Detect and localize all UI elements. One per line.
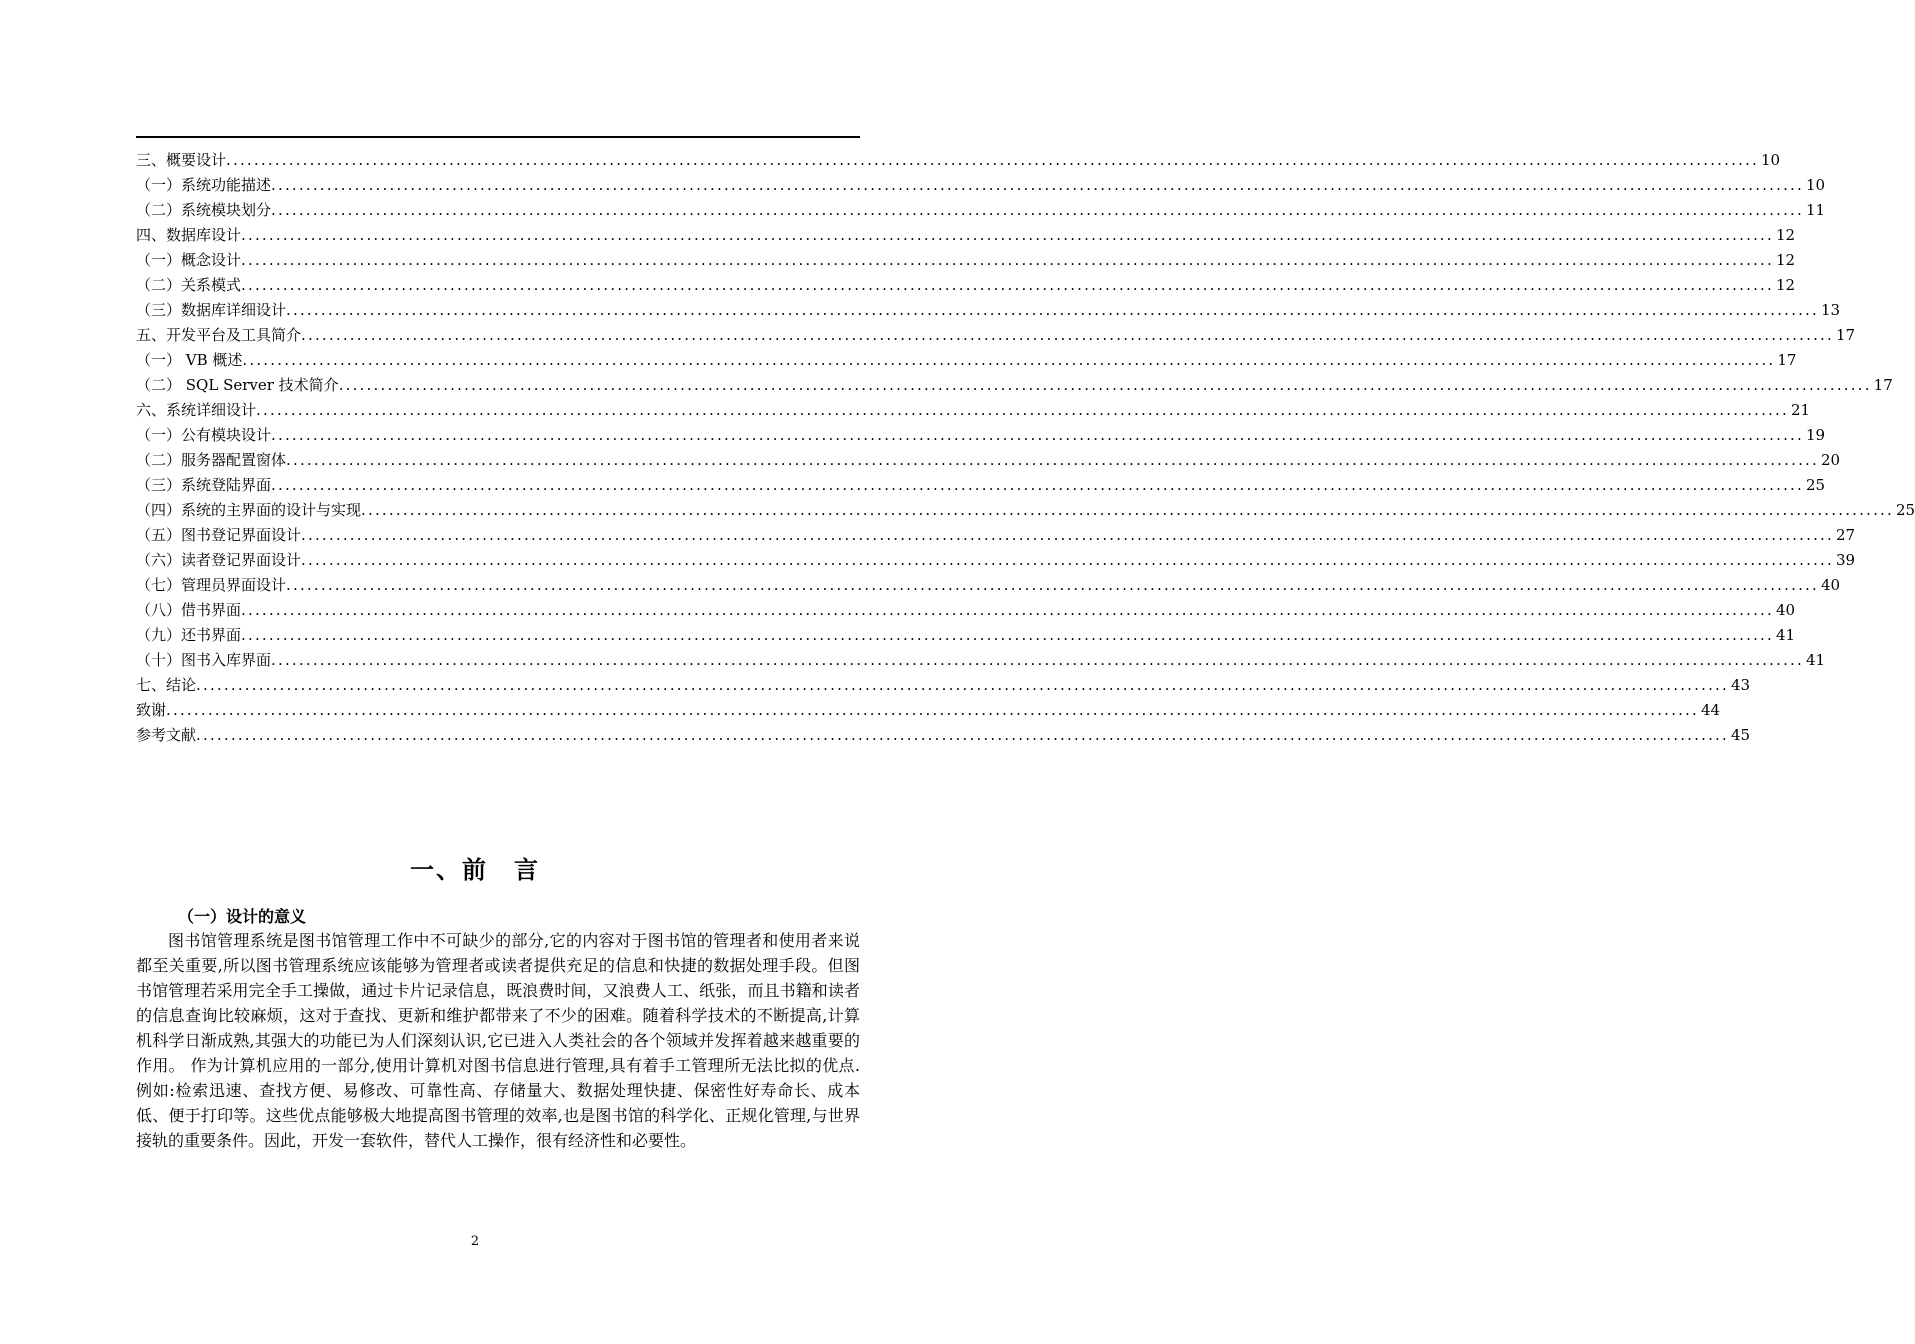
toc-entry-page: 11	[1806, 201, 1826, 219]
toc-entry-page: 39	[1836, 551, 1856, 569]
toc-entry-page: 12	[1776, 251, 1796, 269]
toc-entry[interactable]	[136, 723, 1751, 748]
toc-leader-dots: ............................................................................................................................................................................................................................	[271, 476, 1804, 494]
toc-entry[interactable]	[136, 248, 1796, 273]
toc-leader-dots: ............................................................................................................................................................................................................................	[286, 576, 1819, 594]
toc-entry-title: （十）图书入库界面	[136, 651, 272, 669]
toc-entry-title: （五）图书登记界面设计	[136, 526, 302, 544]
toc-leader-dots: ............................................................................................................................................................................................................................	[301, 526, 1834, 544]
toc-leader-dots: ............................................................................................................................................................................................................................	[256, 401, 1789, 419]
section-title: 一、前 言	[410, 855, 540, 884]
toc-entry[interactable]	[136, 273, 1796, 298]
toc-entry-title: （一）概念设计	[136, 251, 242, 269]
toc-entry[interactable]	[136, 148, 1781, 173]
toc-leader-dots: ............................................................................................................................................................................................................................	[241, 601, 1774, 619]
toc-entry-title: （二）服务器配置窗体	[136, 451, 287, 469]
toc-entry[interactable]	[136, 373, 1893, 398]
toc-entry-page: 25	[1806, 476, 1826, 494]
toc-entry-page: 40	[1821, 576, 1841, 594]
toc-entry-title: 五、开发平台及工具简介	[136, 326, 302, 344]
toc-entry-title: （二）关系模式	[136, 276, 242, 294]
toc-entry[interactable]	[136, 298, 1841, 323]
toc-entry-title: （一）公有模块设计	[136, 426, 272, 444]
toc-entry-page: 10	[1806, 176, 1826, 194]
toc-entry[interactable]	[136, 648, 1826, 673]
toc-entry-page: 43	[1731, 676, 1751, 694]
toc-entry-title: 六、系统详细设计	[136, 401, 257, 419]
toc-entry-page: 12	[1776, 226, 1796, 244]
toc-entry-page: 45	[1731, 726, 1751, 744]
toc-entry-title: （八）借书界面	[136, 601, 242, 619]
toc-leader-dots: ............................................................................................................................................................................................................................	[271, 201, 1804, 219]
toc-entry-title: （一） VB 概述	[136, 351, 243, 369]
toc-leader-dots: ............................................................................................................................................................................................................................	[271, 651, 1804, 669]
toc-entry[interactable]	[136, 548, 1856, 573]
toc-leader-dots: ............................................................................................................................................................................................................................	[286, 301, 1819, 319]
toc-entry-title: （二）系统模块划分	[136, 201, 272, 219]
toc-entry-page: 21	[1791, 401, 1811, 419]
toc-leader-dots: ............................................................................................................................................................................................................................	[301, 551, 1834, 569]
toc-leader-dots: ............................................................................................................................................................................................................................	[196, 676, 1729, 694]
toc-entry[interactable]	[136, 173, 1826, 198]
toc-entry-page: 41	[1776, 626, 1796, 644]
toc-entry-title: （三）数据库详细设计	[136, 301, 287, 319]
header-rule	[136, 136, 860, 138]
toc-entry[interactable]	[136, 198, 1826, 223]
toc-entry-page: 10	[1761, 151, 1781, 169]
toc-entry-page: 40	[1776, 601, 1796, 619]
page-number: 2	[470, 1234, 480, 1249]
toc-entry-page: 20	[1821, 451, 1841, 469]
toc-entry[interactable]	[136, 473, 1826, 498]
toc-leader-dots: ............................................................................................................................................................................................................................	[241, 226, 1774, 244]
toc-leader-dots: ............................................................................................................................................................................................................................	[271, 426, 1804, 444]
toc-entry[interactable]	[136, 498, 1915, 523]
toc-entry-page: 17	[1836, 326, 1856, 344]
toc-entry[interactable]	[136, 398, 1811, 423]
toc-entry-title: （三）系统登陆界面	[136, 476, 272, 494]
toc-entry[interactable]	[136, 448, 1841, 473]
toc-entry-title: 三、概要设计	[136, 151, 227, 169]
toc-entry[interactable]	[136, 348, 1797, 373]
toc-leader-dots: ............................................................................................................................................................................................................................	[286, 451, 1819, 469]
toc-entry-page: 19	[1806, 426, 1826, 444]
toc-entry-title: 致谢	[136, 701, 167, 719]
toc-leader-dots: ............................................................................................................................................................................................................................	[361, 501, 1894, 519]
toc-entry-title: （四）系统的主界面的设计与实现	[136, 501, 362, 519]
toc-entry-title: 七、结论	[136, 676, 197, 694]
toc-leader-dots: ............................................................................................................................................................................................................................	[196, 726, 1729, 744]
toc-entry[interactable]	[136, 423, 1826, 448]
toc-entry-page: 41	[1806, 651, 1826, 669]
toc-leader-dots: ............................................................................................................................................................................................................................	[241, 626, 1774, 644]
toc-leader-dots: ............................................................................................................................................................................................................................	[241, 276, 1774, 294]
toc-leader-dots: ............................................................................................................................................................................................................................	[166, 701, 1699, 719]
toc-entry[interactable]	[136, 223, 1796, 248]
toc-entry-title: （七）管理员界面设计	[136, 576, 287, 594]
toc-entry[interactable]	[136, 323, 1856, 348]
table-of-contents	[136, 148, 1915, 748]
toc-entry[interactable]	[136, 698, 1721, 723]
subsection-title: （一）设计的意义	[178, 907, 307, 926]
toc-entry-title: （二） SQL Server 技术简介	[136, 376, 339, 394]
toc-leader-dots: ............................................................................................................................................................................................................................	[226, 151, 1759, 169]
toc-entry-page: 17	[1777, 351, 1797, 369]
toc-leader-dots: ............................................................................................................................................................................................................................	[338, 376, 1872, 394]
toc-leader-dots: ............................................................................................................................................................................................................................	[301, 326, 1834, 344]
toc-entry[interactable]	[136, 598, 1796, 623]
toc-leader-dots: ............................................................................................................................................................................................................................	[242, 351, 1776, 369]
toc-entry-title: （一）系统功能描述	[136, 176, 272, 194]
toc-entry-title: 参考文献	[136, 726, 197, 744]
toc-entry-page: 27	[1836, 526, 1856, 544]
toc-entry-title: 四、数据库设计	[136, 226, 242, 244]
toc-entry-page: 17	[1873, 376, 1893, 394]
toc-entry[interactable]	[136, 623, 1796, 648]
toc-entry-title: （六）读者登记界面设计	[136, 551, 302, 569]
toc-entry-page: 13	[1821, 301, 1841, 319]
toc-entry-page: 25	[1896, 501, 1915, 519]
toc-leader-dots: ............................................................................................................................................................................................................................	[271, 176, 1804, 194]
toc-leader-dots: ............................................................................................................................................................................................................................	[241, 251, 1774, 269]
toc-entry[interactable]	[136, 523, 1856, 548]
body-paragraph: 图书馆管理系统是图书馆管理工作中不可缺少的部分,它的内容对于图书馆的管理者和使用者来说都至关重要,所以图书管理系统应该能够为管理者或读者提供充足的信息和快捷的数据处理手段。但图书馆管理若采用完全手工操做，通过卡片记录信息，既浪费时间，又浪费人工、纸张，而且书籍和读者的信息查询比较麻烦，这对于查找、更新和维护都带来了不少的困难。随着科学技术的不断提高,计算机科学日渐成熟,其强大的功能已为人们深刻认识,它已进入人类社会的各个领域并发挥着越来越重要的作用。 作为计算机应用的一部分,使用计算机对图书信息进行管理,具有着手工管理所无法比拟的优点.例如:检索迅速、查找方便、易修改、可靠性高、存储量大、数据处理快捷、保密性好寿命长、成本低、便于打印等。这些优点能够极大地提高图书管理的效率,也是图书馆的科学化、正规化管理,与世界接轨的重要条件。因此，开发一套软件，替代人工操作，很有经济性和必要性。	[136, 931, 860, 1150]
toc-entry[interactable]	[136, 573, 1841, 598]
toc-entry[interactable]	[136, 673, 1751, 698]
toc-entry-page: 12	[1776, 276, 1796, 294]
toc-entry-page: 44	[1701, 701, 1721, 719]
toc-entry-title: （九）还书界面	[136, 626, 242, 644]
